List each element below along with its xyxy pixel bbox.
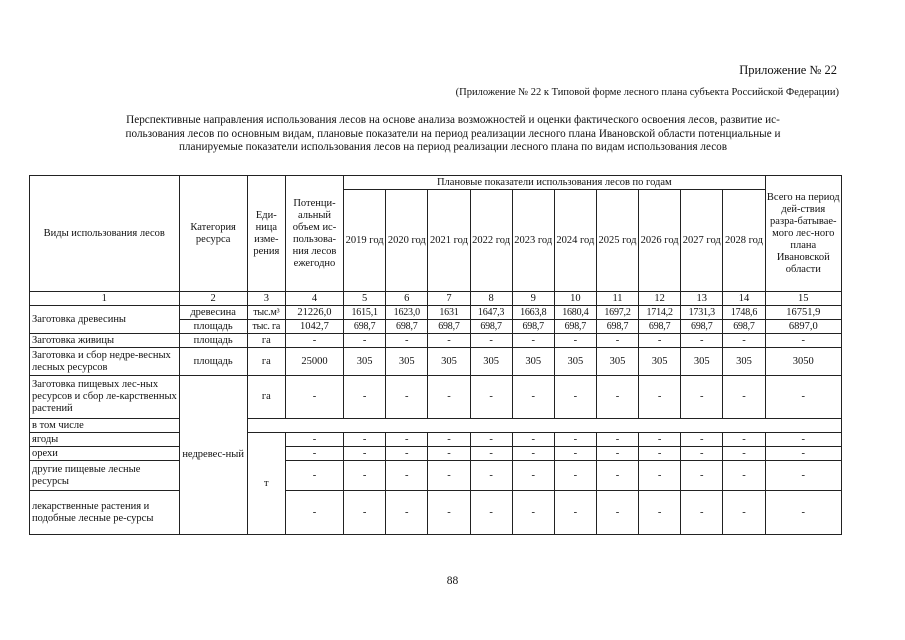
year-value: - <box>723 433 765 447</box>
potential-cell: 25000 <box>285 348 343 376</box>
year-value: - <box>344 447 386 461</box>
column-number: 4 <box>285 292 343 306</box>
year-value: 1623,0 <box>386 306 428 320</box>
row-label-food: Заготовка пищевых лес-ных ресурсов и сбор ле-карственных растений <box>30 376 180 419</box>
row-label-other-food: другие пищевые лесные ресурсы <box>30 461 180 491</box>
table-row <box>30 376 842 419</box>
potential-cell: 21226,0 <box>285 306 343 320</box>
total-cell: - <box>765 461 841 491</box>
year-value: - <box>428 376 470 419</box>
year-value: 305 <box>723 348 765 376</box>
year-value: - <box>428 461 470 491</box>
row-label-medicinal: лекарственные растения и подобные лесные ре-сурсы <box>30 491 180 535</box>
column-number: 6 <box>386 292 428 306</box>
year-value: - <box>554 447 596 461</box>
year-value: - <box>386 447 428 461</box>
potential-cell: 1042,7 <box>285 320 343 334</box>
year-value: - <box>344 491 386 535</box>
total-cell: - <box>765 334 841 348</box>
year-value: 305 <box>596 348 638 376</box>
column-number: 1 <box>30 292 180 306</box>
year-value: 1663,8 <box>512 306 554 320</box>
total-cell: 6897,0 <box>765 320 841 334</box>
unit-cell: тыс. га <box>247 320 285 334</box>
table-row <box>30 461 842 491</box>
year-value: 1647,3 <box>470 306 512 320</box>
year-value: - <box>512 461 554 491</box>
year-value: - <box>386 461 428 491</box>
year-value: - <box>596 491 638 535</box>
year-value: - <box>681 433 723 447</box>
year-value: 698,7 <box>723 320 765 334</box>
year-value: - <box>639 461 681 491</box>
year-value: 698,7 <box>428 320 470 334</box>
total-cell: 3050 <box>765 348 841 376</box>
intro-line: планируемые показатели использования лесов на период реализации лесного плана по видам использования лесов <box>178 141 728 153</box>
year-value: - <box>554 376 596 419</box>
total-cell: - <box>765 376 841 419</box>
unit-cell: тыс.м³ <box>247 306 285 320</box>
year-value: 305 <box>554 348 596 376</box>
year-value: 305 <box>386 348 428 376</box>
year-value: - <box>723 334 765 348</box>
forest-use-table <box>29 175 842 535</box>
year-value: - <box>512 433 554 447</box>
year-value: - <box>470 447 512 461</box>
potential-cell: - <box>285 334 343 348</box>
unit-cell: га <box>247 376 285 419</box>
year-value: 305 <box>428 348 470 376</box>
category-cell: древесина <box>179 306 247 320</box>
potential-cell: - <box>285 433 343 447</box>
table-row <box>30 419 842 433</box>
category-cell: площадь <box>179 320 247 334</box>
header-category: Категория ресурса <box>179 176 247 292</box>
year-value: 1615,1 <box>344 306 386 320</box>
year-value: 698,7 <box>512 320 554 334</box>
year-value: 1731,3 <box>681 306 723 320</box>
table-row <box>30 348 842 376</box>
year-value: - <box>386 433 428 447</box>
year-value: - <box>723 491 765 535</box>
year-value: - <box>554 461 596 491</box>
table-row <box>30 306 842 320</box>
year-value: - <box>512 491 554 535</box>
unit-cell: га <box>247 334 285 348</box>
year-value: - <box>681 334 723 348</box>
year-value: - <box>470 433 512 447</box>
column-number: 11 <box>596 292 638 306</box>
year-value: 698,7 <box>681 320 723 334</box>
header-year: 2026 год <box>639 190 681 292</box>
intro-paragraph <box>62 114 844 155</box>
year-value: 305 <box>344 348 386 376</box>
header-kind: Виды использования лесов <box>30 176 180 292</box>
potential-cell: - <box>285 461 343 491</box>
intro-line: пользования лесов по основным видам, плановые показатели на период реализации лесного плана Ивановской области потенциальные и <box>125 127 781 140</box>
total-cell: - <box>765 433 841 447</box>
column-number: 15 <box>765 292 841 306</box>
year-value: 305 <box>681 348 723 376</box>
table-row <box>30 433 842 447</box>
row-label-wood: Заготовка древесины <box>30 306 180 334</box>
column-number: 9 <box>512 292 554 306</box>
year-value: - <box>386 491 428 535</box>
unit-cell: га <box>247 348 285 376</box>
year-value: 1631 <box>428 306 470 320</box>
year-value: 305 <box>639 348 681 376</box>
unit-cell: т <box>247 433 285 535</box>
year-value: 305 <box>470 348 512 376</box>
column-number-row <box>30 292 842 306</box>
year-value: - <box>512 447 554 461</box>
year-value: - <box>470 461 512 491</box>
table-row <box>30 447 842 461</box>
year-value: 698,7 <box>639 320 681 334</box>
category-cell: площадь <box>179 348 247 376</box>
year-value: - <box>639 433 681 447</box>
year-value: - <box>596 376 638 419</box>
year-value: - <box>344 334 386 348</box>
category-cell: недревес-ный <box>179 376 247 535</box>
row-label-berries: ягоды <box>30 433 180 447</box>
year-value: - <box>723 447 765 461</box>
header-year: 2021 год <box>428 190 470 292</box>
year-value: - <box>723 376 765 419</box>
column-number: 14 <box>723 292 765 306</box>
header-year: 2028 год <box>723 190 765 292</box>
header-potential: Потенци-альный объем ис-пользова-ния лесов ежегодно <box>285 176 343 292</box>
year-value: - <box>554 334 596 348</box>
header-year: 2020 год <box>386 190 428 292</box>
header-years-group: Плановые показатели использования лесов по годам <box>344 176 765 190</box>
year-value: - <box>512 334 554 348</box>
column-number: 12 <box>639 292 681 306</box>
table-row <box>30 491 842 535</box>
year-value: 1697,2 <box>596 306 638 320</box>
appendix-subnote: (Приложение № 22 к Типовой форме лесного плана субъекта Российской Федерации) <box>455 87 839 98</box>
year-value: - <box>681 491 723 535</box>
row-label-nonwood: Заготовка и сбор недре-весных лесных ресурсов <box>30 348 180 376</box>
row-label-resin: Заготовка живицы <box>30 334 180 348</box>
year-value: - <box>512 376 554 419</box>
year-value: - <box>723 461 765 491</box>
year-value: 698,7 <box>344 320 386 334</box>
header-year: 2024 год <box>554 190 596 292</box>
year-value: - <box>596 461 638 491</box>
year-value: - <box>470 376 512 419</box>
year-value: - <box>386 334 428 348</box>
row-label-including: в том числе <box>30 419 180 433</box>
year-value: - <box>554 491 596 535</box>
header-year: 2023 год <box>512 190 554 292</box>
year-value: - <box>681 461 723 491</box>
year-value: - <box>596 433 638 447</box>
potential-cell: - <box>285 491 343 535</box>
header-year: 2019 год <box>344 190 386 292</box>
year-value: - <box>344 433 386 447</box>
year-value: 305 <box>512 348 554 376</box>
year-value: - <box>428 447 470 461</box>
year-value: - <box>386 376 428 419</box>
year-value: 1748,6 <box>723 306 765 320</box>
column-number: 7 <box>428 292 470 306</box>
empty-span-cell <box>247 419 841 433</box>
header-year: 2022 год <box>470 190 512 292</box>
year-value: - <box>639 334 681 348</box>
year-value: - <box>470 491 512 535</box>
header-year: 2027 год <box>681 190 723 292</box>
column-number: 2 <box>179 292 247 306</box>
year-value: - <box>596 447 638 461</box>
year-value: 1680,4 <box>554 306 596 320</box>
year-value: - <box>554 433 596 447</box>
year-value: - <box>639 491 681 535</box>
year-value: - <box>681 447 723 461</box>
header-total: Всего на период дей-ствия разра-батывае-мого лес-ного плана Ивановской области <box>765 176 841 292</box>
year-value: - <box>344 461 386 491</box>
header-year: 2025 год <box>596 190 638 292</box>
table-row <box>30 334 842 348</box>
year-value: - <box>428 433 470 447</box>
intro-line: Перспективные направления использования лесов на основе анализа возможностей и оценки фактического освоения лесов, развитие ис- <box>126 114 780 126</box>
category-cell: площадь <box>179 334 247 348</box>
column-number: 5 <box>344 292 386 306</box>
appendix-title: Приложение № 22 <box>739 63 837 77</box>
year-value: - <box>596 334 638 348</box>
potential-cell: - <box>285 376 343 419</box>
year-value: - <box>681 376 723 419</box>
column-number: 10 <box>554 292 596 306</box>
year-value: - <box>470 334 512 348</box>
column-number: 3 <box>247 292 285 306</box>
year-value: 1714,2 <box>639 306 681 320</box>
total-cell: - <box>765 447 841 461</box>
year-value: - <box>639 447 681 461</box>
year-value: - <box>428 334 470 348</box>
year-value: 698,7 <box>386 320 428 334</box>
row-label-nuts: орехи <box>30 447 180 461</box>
header-unit: Еди-ница изме-рения <box>247 176 285 292</box>
column-number: 13 <box>681 292 723 306</box>
total-cell: - <box>765 491 841 535</box>
page-number: 88 <box>446 575 459 587</box>
year-value: - <box>428 491 470 535</box>
potential-cell: - <box>285 447 343 461</box>
year-value: 698,7 <box>470 320 512 334</box>
total-cell: 16751,9 <box>765 306 841 320</box>
year-value: - <box>344 376 386 419</box>
year-value: 698,7 <box>596 320 638 334</box>
column-number: 8 <box>470 292 512 306</box>
year-value: - <box>639 376 681 419</box>
year-value: 698,7 <box>554 320 596 334</box>
